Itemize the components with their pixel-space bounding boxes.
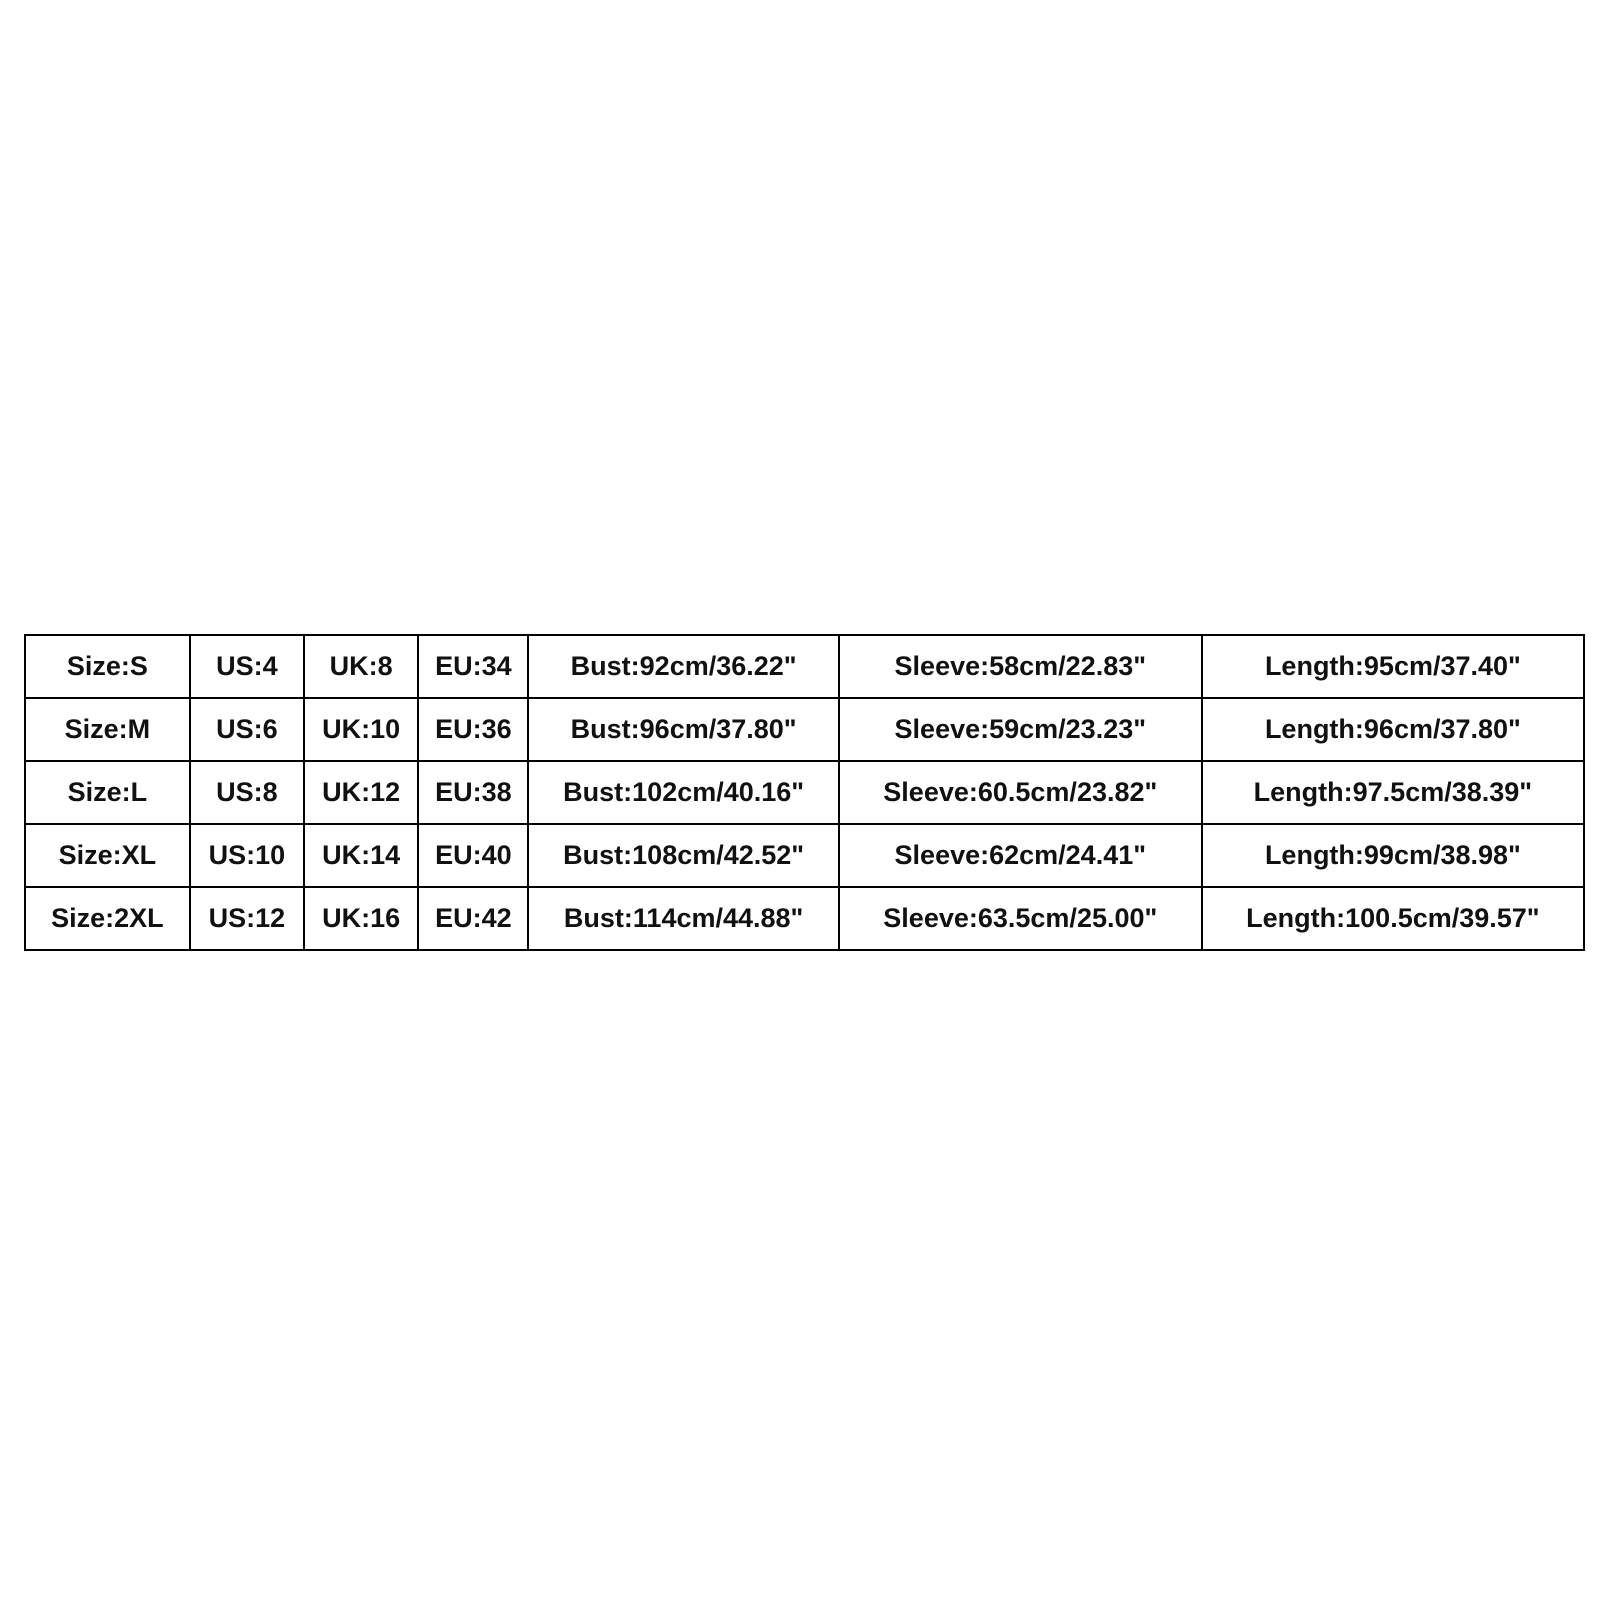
sleeve-cell: Sleeve:59cm/23.23" xyxy=(839,698,1202,761)
size-cell: Size:L xyxy=(25,761,190,824)
table-row xyxy=(25,698,1584,761)
sleeve-cell: Sleeve:63.5cm/25.00" xyxy=(839,887,1202,950)
eu-cell: EU:38 xyxy=(418,761,528,824)
us-cell: US:12 xyxy=(190,887,304,950)
eu-cell: EU:34 xyxy=(418,635,528,698)
uk-cell: UK:8 xyxy=(304,635,418,698)
sleeve-cell: Sleeve:62cm/24.41" xyxy=(839,824,1202,887)
uk-cell: UK:12 xyxy=(304,761,418,824)
bust-cell: Bust:96cm/37.80" xyxy=(528,698,838,761)
bust-cell: Bust:92cm/36.22" xyxy=(528,635,838,698)
length-cell: Length:97.5cm/38.39" xyxy=(1202,761,1584,824)
length-cell: Length:100.5cm/39.57" xyxy=(1202,887,1584,950)
size-cell: Size:2XL xyxy=(25,887,190,950)
size-cell: Size:S xyxy=(25,635,190,698)
bust-cell: Bust:114cm/44.88" xyxy=(528,887,838,950)
size-cell: Size:M xyxy=(25,698,190,761)
size-cell: Size:XL xyxy=(25,824,190,887)
table-row xyxy=(25,824,1584,887)
us-cell: US:4 xyxy=(190,635,304,698)
length-cell: Length:96cm/37.80" xyxy=(1202,698,1584,761)
bust-cell: Bust:108cm/42.52" xyxy=(528,824,838,887)
sleeve-cell: Sleeve:58cm/22.83" xyxy=(839,635,1202,698)
sleeve-cell: Sleeve:60.5cm/23.82" xyxy=(839,761,1202,824)
eu-cell: EU:40 xyxy=(418,824,528,887)
table-row xyxy=(25,635,1584,698)
table-row xyxy=(25,761,1584,824)
eu-cell: EU:36 xyxy=(418,698,528,761)
length-cell: Length:99cm/38.98" xyxy=(1202,824,1584,887)
table-row xyxy=(25,887,1584,950)
length-cell: Length:95cm/37.40" xyxy=(1202,635,1584,698)
us-cell: US:8 xyxy=(190,761,304,824)
us-cell: US:6 xyxy=(190,698,304,761)
eu-cell: EU:42 xyxy=(418,887,528,950)
uk-cell: UK:10 xyxy=(304,698,418,761)
size-chart-table xyxy=(24,634,1585,951)
uk-cell: UK:14 xyxy=(304,824,418,887)
uk-cell: UK:16 xyxy=(304,887,418,950)
bust-cell: Bust:102cm/40.16" xyxy=(528,761,838,824)
us-cell: US:10 xyxy=(190,824,304,887)
